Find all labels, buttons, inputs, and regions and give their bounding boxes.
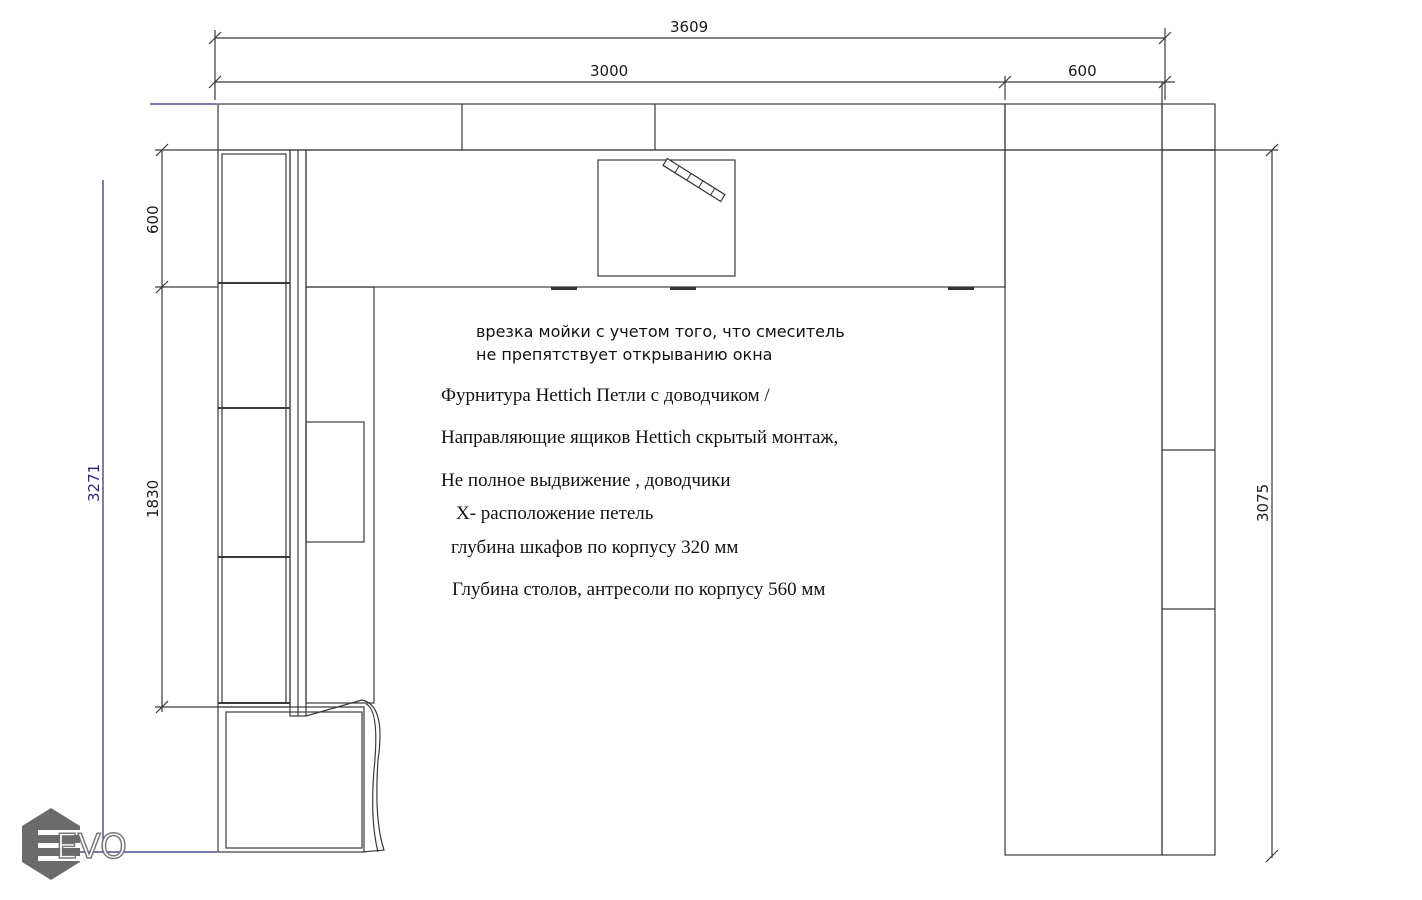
note-hinge-position: X- расположение петель	[456, 503, 654, 524]
faucet-symbol	[663, 159, 725, 202]
dim-overall-width: 3609	[670, 18, 709, 36]
note-hardware: Фурнитура Hettich Петли с доводчиком /	[441, 385, 770, 406]
window	[598, 160, 735, 276]
dim-total-height-right: 3075	[1254, 483, 1272, 522]
note-partial-extension: Не полное выдвижение , доводчики	[441, 470, 731, 491]
left-shelf-column	[218, 150, 374, 716]
evo-logo	[22, 808, 127, 880]
dim-upper-run-width: 3000	[590, 62, 629, 80]
note-cabinet-depth: глубина шкафов по корпусу 320 мм	[451, 537, 739, 558]
note-sink-cutout-1: врезка мойки с учетом того, что смеситель	[476, 322, 845, 341]
dim-left-upper-height: 600	[144, 205, 162, 234]
left-bottom-corner-unit	[218, 700, 384, 852]
upper-cabinet-run	[306, 150, 1005, 290]
top-mezzanine	[218, 104, 1215, 150]
evo-logo-text: EVO	[56, 827, 127, 867]
right-tall-unit	[1005, 150, 1215, 855]
dim-left-column-height: 1830	[144, 479, 162, 518]
dim-total-height-left: 3271	[85, 463, 103, 502]
note-table-depth: Глубина столов, антресоли по корпусу 560 мм	[452, 579, 826, 600]
note-sink-cutout-2: не препятствует открыванию окна	[476, 345, 773, 364]
note-drawer-guides: Направляющие ящиков Hettich скрытый монтаж,	[441, 427, 839, 448]
dim-tall-unit-width: 600	[1068, 62, 1097, 80]
